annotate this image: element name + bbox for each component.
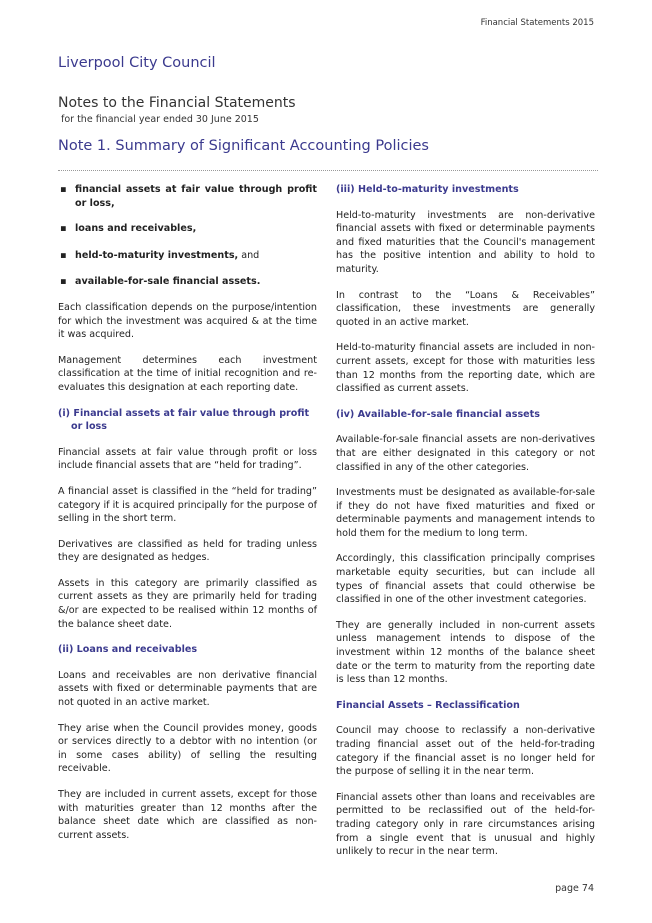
paragraph: Financial assets other than loans and receivables are permitted to be reclassified out of the held-for-trading category only in rare circumstances arising from a single event that is unusual and highly unlikely to recur in the near term. — [336, 791, 595, 858]
notes-subtitle: for the financial year ended 30 June 2015 — [61, 114, 259, 125]
bullet-item: ▪ financial assets at fair value through profit or loss, — [60, 184, 317, 209]
paragraph: In contrast to the “Loans & Receivables” classification, these investments are generally quoted in an active market. — [336, 289, 595, 328]
bullet-icon: ▪ — [60, 249, 67, 261]
note-heading: Note 1. Summary of Significant Accounting Policies — [58, 138, 429, 154]
bullet-item: ▪ available-for-sale financial assets. — [60, 276, 261, 288]
document-header-title: Financial Statements 2015 — [480, 18, 594, 28]
section-heading-ii: (ii) Loans and receivables — [58, 644, 198, 656]
paragraph: Available-for-sale financial assets are non-derivatives that are either designated in this category or not classified in any of the other categories. — [336, 434, 595, 473]
paragraph: Loans and receivables are non derivative financial assets with fixed or determinable payments that are not quoted in an active market. — [58, 669, 317, 709]
paragraph: Investments must be designated as available-for-sale if they do not have fixed maturities and fixed or determinable payments and management intends to hold them for the medium to long term. — [336, 487, 595, 539]
paragraph: A financial asset is classified in the “held for trading” category if it is acquired principally for the purpose of selling in the short term. — [58, 485, 317, 525]
bullet-item: ▪ held-to-maturity investments, and — [60, 249, 260, 261]
section-heading-i: (i) Financial assets at fair value through profit or loss — [58, 407, 310, 433]
bullet-item: ▪ loans and receivables, — [60, 223, 197, 235]
paragraph: They are included in current assets, except for those with maturities greater than 12 months after the balance sheet date which are classified as non-current assets. — [58, 789, 317, 841]
bullet-icon: ▪ — [60, 223, 67, 235]
paragraph: Assets in this category are primarily classified as current assets as they are primarily held for trading &/or are expected to be realised within 12 months of the balance sheet date. — [58, 577, 317, 630]
left-column — [58, 183, 317, 842]
paragraph: Each classification depends on the purpose/intention for which the investment was acquired & at the time it was acquired. — [58, 301, 317, 341]
paragraph: Financial assets at fair value through profit or loss include financial assets that are “held for trading”. — [58, 446, 317, 472]
section-heading-iv: (iv) Available-for-sale financial assets — [336, 408, 540, 420]
right-column — [336, 183, 595, 859]
paragraph: Accordingly, this classification principally comprises marketable equity securities, but can include all types of financial assets that could otherwise be classified in one of the other investment categories. — [336, 553, 595, 606]
notes-title: Notes to the Financial Statements — [58, 95, 296, 111]
paragraph: Management determines each investment classification at the time of initial recognition and re-evaluates this designation at each reporting date. — [58, 354, 317, 393]
paragraph: They arise when the Council provides money, goods or services directly to a debtor with no intention (or in some cases ability) of selling the resulting receivable. — [58, 722, 317, 775]
paragraph: Held-to-maturity investments are non-derivative financial assets with fixed or determinable payments and fixed maturities that the Council's management has the positive intention and ability to hold to maturity. — [336, 209, 595, 275]
page-number: page 74 — [555, 883, 594, 894]
paragraph: Council may choose to reclassify a non-derivative trading financial asset out of the held-for-trading category if the financial asset is no longer held for the purpose of selling it in the near term. — [336, 725, 595, 778]
bullet-icon: ▪ — [60, 184, 67, 195]
paragraph: They are generally included in non-current assets unless management intends to dispose of the investment within 12 months of the balance sheet date or the term to maturity from the reporting date is less than 12 months. — [336, 619, 595, 686]
section-heading-reclassification: Financial Assets – Reclassification — [336, 699, 520, 711]
paragraph: Held-to-maturity financial assets are included in non-current assets, except for those with maturities less than 12 months from the reporting date, which are classified as current assets. — [336, 342, 595, 395]
paragraph: Derivatives are classified as held for trading unless they are designated as hedges. — [58, 538, 317, 564]
section-heading-iii: (iii) Held-to-maturity investments — [336, 184, 519, 195]
organisation-name: Liverpool City Council — [58, 55, 216, 71]
bullet-icon: ▪ — [60, 276, 67, 288]
dotted-divider — [58, 170, 598, 171]
